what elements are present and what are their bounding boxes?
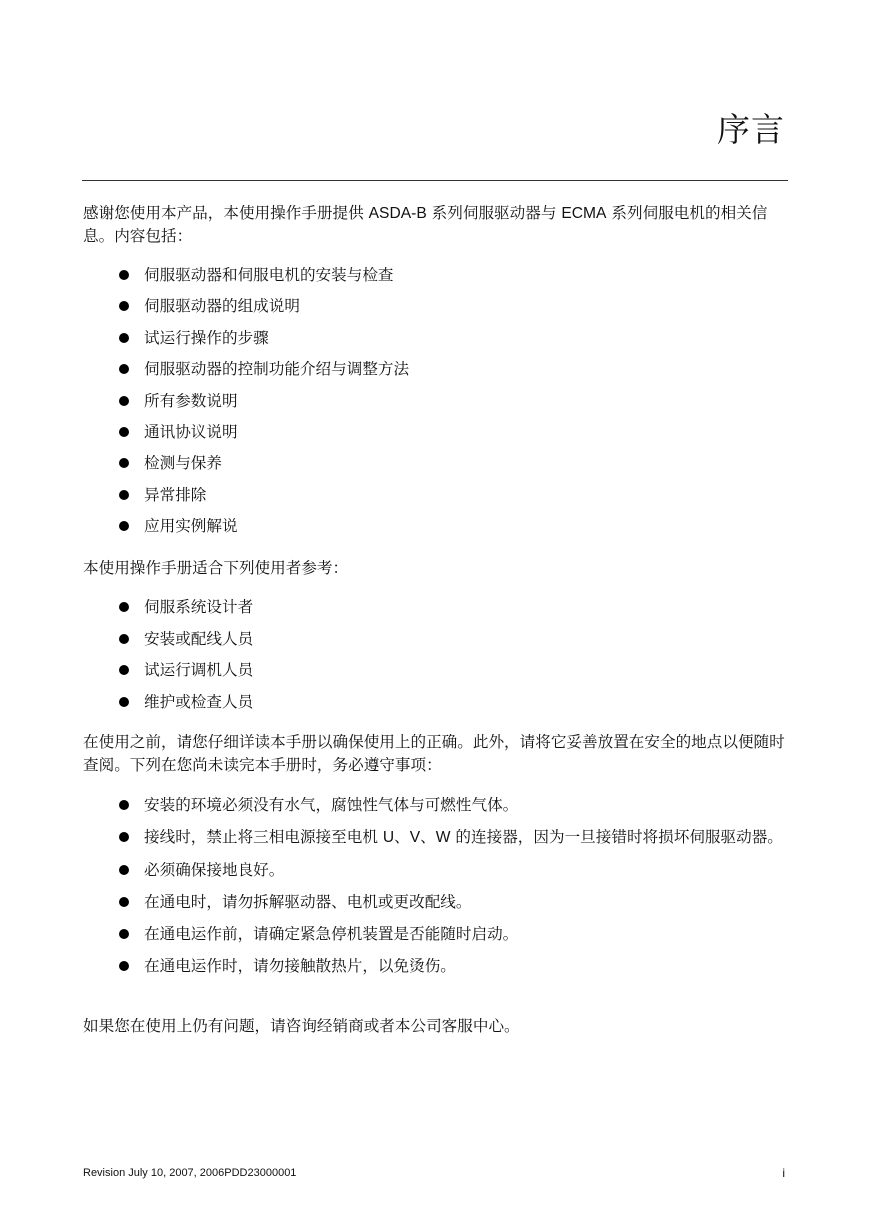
- list-item: 试运行调机人员: [118, 659, 784, 681]
- list-item: 应用实例解说: [118, 515, 784, 537]
- bullet-icon: [119, 396, 129, 406]
- list-item: 所有参数说明: [118, 390, 784, 412]
- list-item: 异常排除: [118, 484, 784, 506]
- intro-text-3: 系列伺服电机的相关信息。内容包括：: [83, 204, 768, 245]
- list-item: 在通电运作前，请确定紧急停机装置是否能随时启动。: [118, 923, 784, 945]
- audience-list: [118, 596, 784, 713]
- bullet-icon: [119, 521, 129, 531]
- bullet-icon: [119, 301, 129, 311]
- terminal-labels: U、V、W: [382, 829, 451, 846]
- list-item: 维护或检查人员: [118, 691, 784, 713]
- bullet-icon: [119, 364, 129, 374]
- list-item: 伺服系统设计者: [118, 596, 784, 618]
- drive-model: ASDA-B: [368, 205, 427, 222]
- list-item: 通讯协议说明: [118, 421, 784, 443]
- motor-model: ECMA: [561, 205, 607, 222]
- bullet-icon: [119, 800, 129, 810]
- bullet-icon: [119, 602, 129, 612]
- bullet-icon: [119, 929, 129, 939]
- list-item: 安装的环境必须没有水气，腐蚀性气体与可燃性气体。: [118, 794, 784, 816]
- contents-list: [118, 264, 784, 537]
- footer-revision: Revision July 10, 2007, 2006PDD23000001: [83, 1167, 297, 1179]
- bullet-icon: [119, 961, 129, 971]
- bullet-icon: [119, 458, 129, 468]
- intro-text-1: 感谢您使用本产品，本使用操作手册提供: [83, 204, 369, 222]
- list-item: 伺服驱动器的组成说明: [118, 295, 784, 317]
- list-item: 试运行操作的步骤: [118, 327, 784, 349]
- bullet-icon: [119, 665, 129, 675]
- bullet-icon: [119, 490, 129, 500]
- list-item: 在通电运作时，请勿接触散热片，以免烫伤。: [118, 955, 784, 977]
- intro-text-2: 系列伺服驱动器与: [426, 204, 562, 222]
- list-item: 伺服驱动器和伺服电机的安装与检查: [118, 264, 784, 286]
- bullet-icon: [119, 832, 129, 842]
- list-item: 安装或配线人员: [118, 628, 784, 650]
- bullet-icon: [119, 427, 129, 437]
- list-item: 在通电时，请勿拆解驱动器、电机或更改配线。: [118, 891, 784, 913]
- bullet-icon: [119, 897, 129, 907]
- bullet-icon: [119, 865, 129, 875]
- page-title: 序言: [717, 110, 785, 149]
- intro-paragraph: [83, 202, 789, 248]
- notice-list: [118, 794, 784, 977]
- notice-paragraph: 在使用之前，请您仔细详读本手册以确保使用上的正确。此外，请将它妥善放置在安全的地点以便随时查阅。下列在您尚未读完本手册时，务必遵守事项：: [83, 733, 785, 774]
- audience-intro: 本使用操作手册适合下列使用者参考：: [83, 559, 349, 577]
- title-rule: [82, 180, 788, 181]
- list-item: 必须确保接地良好。: [118, 859, 784, 881]
- footer-page-number: i: [782, 1166, 785, 1180]
- list-item: 接线时，禁止将三相电源接至电机 U、V、W 的连接器，因为一旦接错时将损坏伺服驱动器。: [118, 826, 784, 849]
- bullet-icon: [119, 697, 129, 707]
- closing-paragraph: 如果您在使用上仍有问题，请咨询经销商或者本公司客服中心。: [83, 1017, 520, 1035]
- bullet-icon: [119, 333, 129, 343]
- list-item: 伺服驱动器的控制功能介绍与调整方法: [118, 358, 784, 380]
- bullet-icon: [119, 270, 129, 280]
- bullet-icon: [119, 634, 129, 644]
- list-item: 检测与保养: [118, 452, 784, 474]
